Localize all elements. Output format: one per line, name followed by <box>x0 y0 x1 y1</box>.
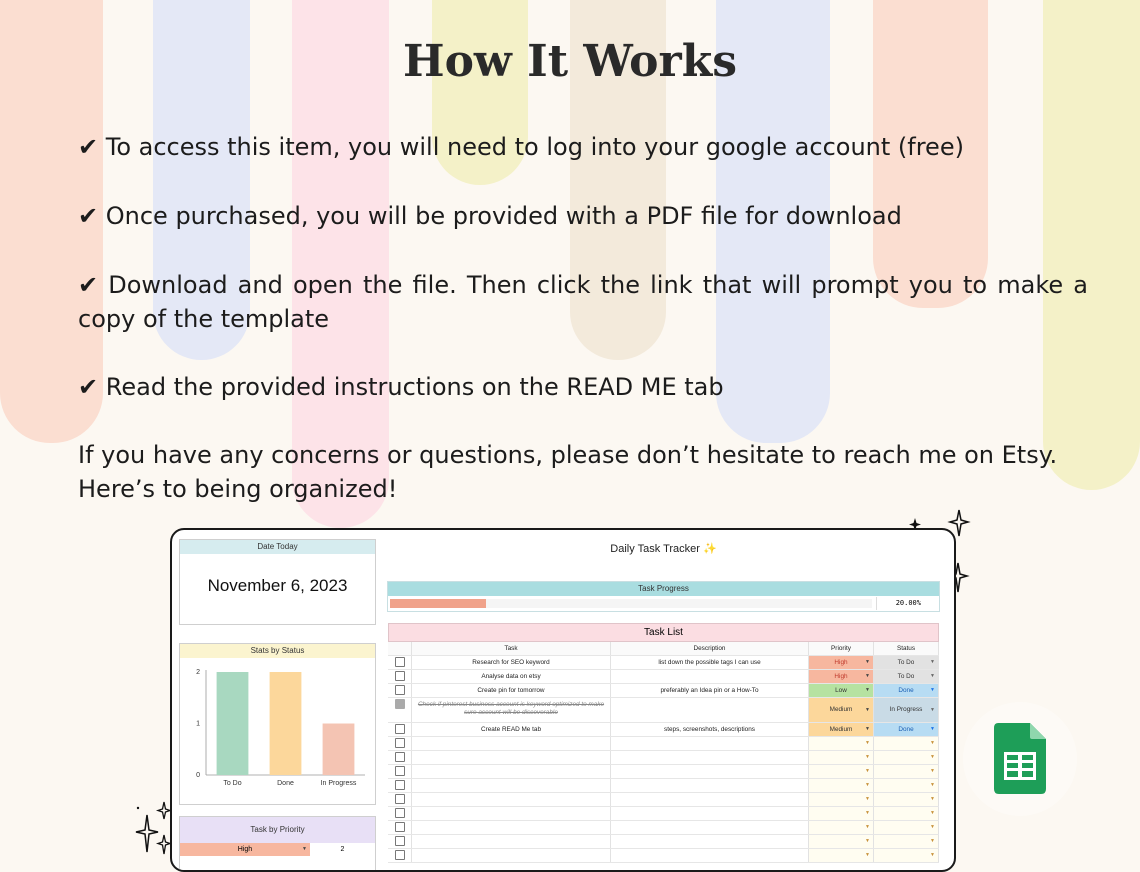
dropdown-arrow-icon: ▼ <box>865 673 870 679</box>
dropdown-arrow-icon: ▼ <box>865 810 870 816</box>
status-dropdown[interactable] <box>874 849 939 862</box>
google-sheets-badge <box>963 702 1077 816</box>
status-dropdown[interactable] <box>874 793 939 806</box>
closing-line-2: Here’s to being organized! <box>78 475 398 503</box>
column-header-task: Task <box>412 642 611 655</box>
priority-dropdown[interactable] <box>809 698 874 722</box>
row-checkbox-cell[interactable] <box>388 793 412 806</box>
bar <box>217 672 249 775</box>
bar <box>270 672 302 775</box>
description-cell[interactable]: list down the possible tags I can use <box>611 656 809 669</box>
dropdown-arrow-icon: ▼ <box>930 810 935 816</box>
priority-dropdown[interactable] <box>809 670 874 683</box>
description-cell[interactable] <box>611 765 809 778</box>
status-dropdown[interactable] <box>874 765 939 778</box>
priority-label: Task by Priority <box>180 817 375 843</box>
row-checkbox-cell[interactable] <box>388 684 412 697</box>
x-tick-label: Done <box>277 780 294 787</box>
step-text: Once purchased, you will be provided with a PDF file for download <box>105 202 902 230</box>
description-cell[interactable]: steps, screenshots, descriptions <box>611 723 809 736</box>
row-checkbox-cell[interactable] <box>388 698 412 722</box>
step-text: Download and open the file. Then click the link that will prompt you to make a copy of the template <box>78 271 1088 333</box>
table-row <box>388 849 939 863</box>
dropdown-arrow-icon: ▼ <box>930 687 935 693</box>
spreadsheet-preview <box>170 528 956 872</box>
row-checkbox-cell[interactable] <box>388 723 412 736</box>
task-cell[interactable] <box>412 835 611 848</box>
priority-value: High <box>834 673 848 680</box>
progress-bar <box>390 599 872 608</box>
priority-dropdown[interactable] <box>809 751 874 764</box>
description-cell[interactable] <box>611 835 809 848</box>
task-checkbox[interactable] <box>395 699 405 709</box>
task-checkbox[interactable] <box>395 657 405 667</box>
step-1 <box>78 133 964 161</box>
dropdown-arrow-icon: ▼ <box>930 754 935 760</box>
status-value: Done <box>898 687 914 694</box>
task-checkbox[interactable] <box>395 794 405 804</box>
table-row <box>388 793 939 807</box>
task-checkbox[interactable] <box>395 766 405 776</box>
status-dropdown[interactable] <box>874 821 939 834</box>
checkbox-header <box>388 642 412 655</box>
table-header-row <box>388 642 939 656</box>
priority-dropdown[interactable] <box>809 835 874 848</box>
status-dropdown[interactable] <box>874 670 939 683</box>
date-panel <box>179 539 376 625</box>
status-dropdown[interactable] <box>874 835 939 848</box>
dropdown-arrow-icon: ▼ <box>930 824 935 830</box>
task-cell[interactable]: Create READ Me tab <box>412 723 611 736</box>
dropdown-arrow-icon: ▼ <box>865 687 870 693</box>
dropdown-arrow-icon: ▼ <box>865 659 870 665</box>
priority-dropdown[interactable] <box>809 793 874 806</box>
task-checkbox[interactable] <box>395 738 405 748</box>
status-dropdown[interactable] <box>874 737 939 750</box>
dropdown-arrow-icon: ▼ <box>930 838 935 844</box>
dropdown-arrow-icon: ▼ <box>865 768 870 774</box>
table-row <box>388 751 939 765</box>
description-cell[interactable] <box>611 698 809 722</box>
tracker-title: Daily Task Tracker ✨ <box>610 543 717 555</box>
priority-dropdown[interactable] <box>809 779 874 792</box>
dropdown-arrow-icon: ▼ <box>865 824 870 830</box>
task-checkbox[interactable] <box>395 822 405 832</box>
task-checkbox[interactable] <box>395 808 405 818</box>
date-label: Date Today <box>180 540 375 554</box>
dropdown-arrow-icon: ▼ <box>930 768 935 774</box>
priority-value: Medium <box>829 706 853 713</box>
status-dropdown[interactable] <box>874 656 939 669</box>
task-cell[interactable] <box>412 779 611 792</box>
row-checkbox-cell[interactable] <box>388 849 412 862</box>
task-cell[interactable] <box>412 849 611 862</box>
date-value: November 6, 2023 <box>207 576 348 595</box>
table-row <box>388 807 939 821</box>
status-value: To Do <box>897 673 915 680</box>
row-checkbox-cell[interactable] <box>388 656 412 669</box>
task-checkbox[interactable] <box>395 671 405 681</box>
dropdown-arrow-icon: ▼ <box>930 659 935 665</box>
row-checkbox-cell[interactable] <box>388 779 412 792</box>
dropdown-arrow-icon: ▼ <box>865 838 870 844</box>
progress-fill <box>390 599 486 608</box>
step-4 <box>78 373 724 401</box>
status-bar-chart <box>180 658 375 804</box>
stats-panel <box>179 643 376 805</box>
column-header-description: Description <box>611 642 809 655</box>
dropdown-arrow-icon: ▼ <box>930 707 935 713</box>
dropdown-arrow-icon: ▼ <box>865 726 870 732</box>
priority-dropdown[interactable] <box>809 849 874 862</box>
task-checkbox[interactable] <box>395 724 405 734</box>
table-row <box>388 821 939 835</box>
description-cell[interactable] <box>611 849 809 862</box>
status-dropdown[interactable] <box>874 698 939 722</box>
task-cell[interactable] <box>412 807 611 820</box>
progress-label: Task Progress <box>388 582 939 596</box>
step-2 <box>78 202 902 230</box>
row-checkbox-cell[interactable] <box>388 751 412 764</box>
status-value: Done <box>898 726 914 733</box>
progress-panel <box>387 581 940 612</box>
google-sheets-icon <box>994 723 1048 795</box>
description-cell[interactable] <box>611 737 809 750</box>
task-checkbox[interactable] <box>395 850 405 860</box>
closing-line-1: If you have any concerns or questions, please don’t hesitate to reach me on Etsy. <box>78 441 1058 469</box>
dropdown-arrow-icon: ▼ <box>865 740 870 746</box>
dropdown-arrow-icon: ▼ <box>865 754 870 760</box>
y-tick-label: 2 <box>196 669 200 676</box>
dropdown-arrow-icon: ▼ <box>930 673 935 679</box>
x-tick-label: To Do <box>223 780 242 787</box>
bar <box>323 724 355 776</box>
status-dropdown[interactable] <box>874 723 939 736</box>
sparkle-icon <box>132 800 172 855</box>
status-value: To Do <box>897 659 915 666</box>
priority-value: Low <box>835 687 847 694</box>
task-cell[interactable]: Research for SEO keyword <box>412 656 611 669</box>
dropdown-arrow-icon: ▼ <box>930 726 935 732</box>
table-row <box>388 737 939 751</box>
task-checkbox[interactable] <box>395 836 405 846</box>
table-row <box>388 779 939 793</box>
dropdown-arrow-icon: ▼ <box>865 796 870 802</box>
check-icon: ✔ <box>78 202 99 230</box>
task-cell[interactable] <box>412 765 611 778</box>
task-list-title: Task List <box>388 623 939 642</box>
description-cell[interactable] <box>611 670 809 683</box>
priority-panel <box>179 816 376 872</box>
task-cell[interactable] <box>412 793 611 806</box>
priority-count: 2 <box>340 846 345 853</box>
status-dropdown[interactable] <box>874 684 939 697</box>
x-tick-label: In Progress <box>320 780 357 787</box>
priority-dropdown[interactable] <box>809 765 874 778</box>
dropdown-arrow-icon: ▼ <box>865 707 870 713</box>
step-text: To access this item, you will need to log into your google account (free) <box>98 133 964 161</box>
column-header-status: Status <box>874 642 939 655</box>
dropdown-arrow-icon: ▼ <box>865 782 870 788</box>
step-3 <box>78 268 1088 336</box>
priority-dropdown[interactable] <box>809 656 874 669</box>
status-dropdown[interactable] <box>874 779 939 792</box>
task-list-table <box>388 623 939 863</box>
table-row <box>388 723 939 737</box>
description-cell[interactable] <box>611 807 809 820</box>
dropdown-arrow-icon: ▼ <box>930 782 935 788</box>
description-cell[interactable] <box>611 751 809 764</box>
table-row <box>388 698 939 723</box>
task-checkbox[interactable] <box>395 685 405 695</box>
status-dropdown[interactable] <box>874 751 939 764</box>
task-cell[interactable] <box>412 737 611 750</box>
description-cell[interactable] <box>611 779 809 792</box>
row-checkbox-cell[interactable] <box>388 765 412 778</box>
priority-dropdown[interactable] <box>809 821 874 834</box>
check-icon: ✔ <box>78 271 99 299</box>
priority-value: Medium <box>829 726 853 733</box>
description-cell[interactable] <box>611 793 809 806</box>
description-cell[interactable] <box>611 821 809 834</box>
priority-value: High <box>834 659 848 666</box>
priority-dropdown[interactable] <box>809 807 874 820</box>
row-checkbox-cell[interactable] <box>388 737 412 750</box>
row-checkbox-cell[interactable] <box>388 821 412 834</box>
check-icon: ✔ <box>78 373 99 401</box>
dropdown-arrow-icon: ▼ <box>930 740 935 746</box>
task-cell[interactable] <box>412 751 611 764</box>
page-title: How It Works <box>403 36 737 87</box>
y-tick-label: 0 <box>196 772 200 779</box>
row-checkbox-cell[interactable] <box>388 835 412 848</box>
description-cell[interactable]: preferably an Idea pin or a How-To <box>611 684 809 697</box>
task-cell[interactable]: Create pin for tomorrow <box>412 684 611 697</box>
task-cell[interactable]: Analyse data on etsy <box>412 670 611 683</box>
status-value: In Progress <box>889 706 923 713</box>
task-cell[interactable] <box>412 821 611 834</box>
priority-dropdown[interactable] <box>180 843 310 856</box>
priority-dropdown[interactable] <box>809 737 874 750</box>
priority-dropdown[interactable] <box>809 684 874 697</box>
table-row <box>388 765 939 779</box>
task-cell[interactable]: Check if pinterest business account is keyword optimized to make sure account will be discoverable <box>412 698 611 722</box>
priority-level: High <box>237 846 253 853</box>
row-checkbox-cell[interactable] <box>388 670 412 683</box>
column-header-priority: Priority <box>809 642 874 655</box>
dropdown-arrow-icon: ▼ <box>930 796 935 802</box>
dropdown-arrow-icon: ▼ <box>865 852 870 858</box>
table-row <box>388 835 939 849</box>
dropdown-arrow-icon: ▼ <box>930 852 935 858</box>
progress-percent: 20.00% <box>876 597 939 610</box>
stats-label: Stats by Status <box>180 644 375 658</box>
status-dropdown[interactable] <box>874 807 939 820</box>
dropdown-arrow-icon: ▼ <box>302 846 307 852</box>
task-checkbox[interactable] <box>395 780 405 790</box>
table-row <box>388 656 939 670</box>
check-icon: ✔ <box>78 133 99 161</box>
table-row <box>388 684 939 698</box>
row-checkbox-cell[interactable] <box>388 807 412 820</box>
task-checkbox[interactable] <box>395 752 405 762</box>
y-tick-label: 1 <box>196 720 200 728</box>
priority-dropdown[interactable] <box>809 723 874 736</box>
table-row <box>388 670 939 684</box>
step-text: Read the provided instructions on the READ ME tab <box>105 373 724 401</box>
